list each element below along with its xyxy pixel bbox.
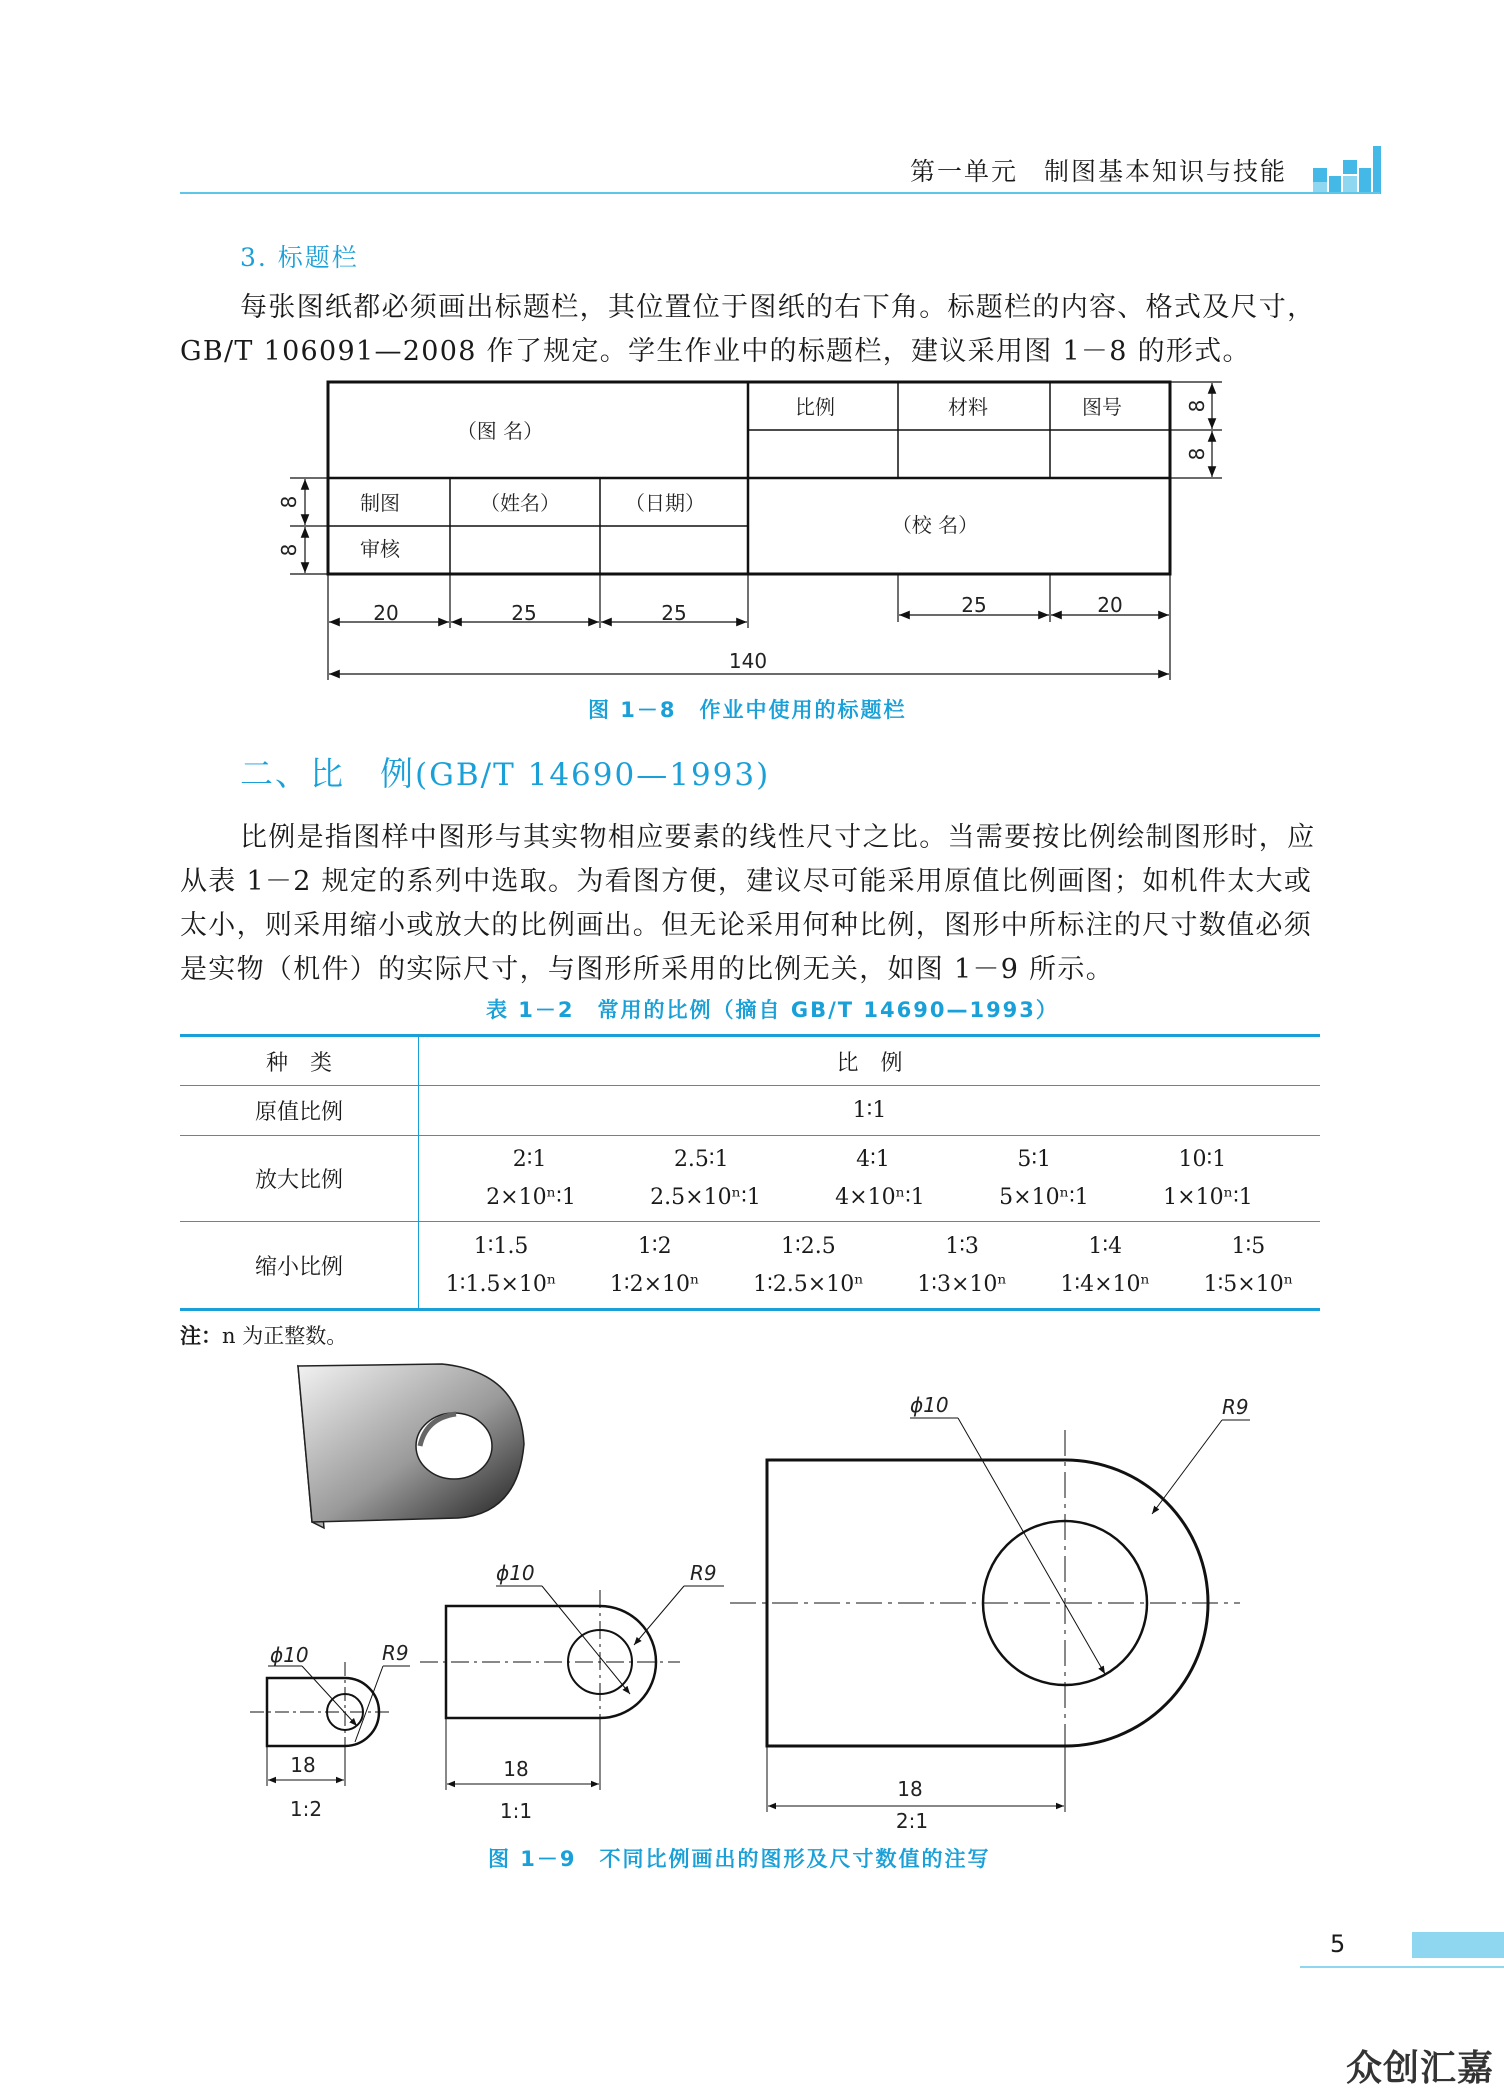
table-1-2-caption: 表 1－2 常用的比例（摘自 GB/T 14690—1993） <box>486 998 1059 1022</box>
drawing-scale-1-1 <box>420 1586 724 1790</box>
scale-1-2-label: 1:2 <box>289 1797 323 1821</box>
r9-small-label: R9 <box>382 1641 409 1665</box>
dim-20-right: 20 <box>1097 593 1123 617</box>
dim-25-date: 25 <box>661 601 687 625</box>
page-number: 5 <box>1330 1930 1346 1958</box>
note-label: 注： <box>180 1324 222 1348</box>
enlarge-ratio: 4∶1 <box>856 1147 890 1172</box>
scale-2-1-label: 2:1 <box>895 1809 929 1830</box>
section-heading-scale <box>240 748 770 795</box>
paragraph-scale: 比例是指图样中图形与其实物相应要素的线性尺寸之比。当需要按比例绘制图形时，应从表 1－2 规定的系列中选取。为看图方便，建议尽可能采用原值比例画图；如机件太大或太小，则采用缩小或放大的比例画出。但无论采用何种比例，图形中所标注的尺寸数值必须是实物（机件）的实际尺寸，与图形所采用的比例无关，如图 1－9 所示。 <box>180 822 1316 985</box>
cell-date: （日期） <box>625 491 705 515</box>
row-original-label: 原值比例 <box>180 1086 419 1136</box>
phi10-small-label: ϕ10 <box>270 1643 309 1667</box>
reduce-ratio-power: 1∶4×10ⁿ <box>1060 1271 1151 1297</box>
len18-large-label: 18 <box>897 1777 923 1801</box>
dim-25-material: 25 <box>961 593 987 617</box>
drawing-scale-2-1 <box>730 1418 1250 1812</box>
len18-mid-label: 18 <box>503 1757 529 1781</box>
header-rule <box>180 192 1380 194</box>
ratio-table <box>180 1034 1320 1311</box>
running-header <box>910 152 1287 188</box>
reduce-ratio: 1∶1.5 <box>473 1233 529 1259</box>
section-heading-title-block: 3. 标题栏 <box>240 243 359 272</box>
scale-1-1-label: 1:1 <box>499 1799 533 1823</box>
enlarge-ratio-power: 2.5×10ⁿ∶1 <box>650 1185 761 1210</box>
cell-school: （校 名） <box>891 513 979 537</box>
figure-1-9-caption: 图 1－9 不同比例画出的图形及尺寸数值的注写 <box>488 1847 991 1871</box>
figure-scale-comparison <box>250 1350 1260 1830</box>
reduce-ratio-power: 1∶5×10ⁿ <box>1203 1271 1294 1297</box>
r9-mid-label: R9 <box>690 1561 717 1585</box>
r9-large-label: R9 <box>1222 1395 1249 1419</box>
cell-material: 材料 <box>948 395 988 419</box>
dim-8-row1: 8 <box>1185 399 1209 413</box>
table-note <box>180 1320 347 1350</box>
figure-title-block <box>270 378 1230 688</box>
section-heading-standard: (GB/T 14690—1993) <box>415 757 771 793</box>
reduce-ratio-power: 1∶3×10ⁿ <box>917 1271 1007 1297</box>
header-title: 制图基本知识与技能 <box>1044 157 1288 186</box>
row-enlarge-label: 放大比例 <box>180 1136 419 1222</box>
watermark: 众创汇嘉 <box>1346 2048 1495 2089</box>
cell-drawing-name: （图 名） <box>456 419 544 443</box>
len18-small-label: 18 <box>290 1753 316 1777</box>
col-kind-header: 种 类 <box>180 1036 419 1086</box>
enlarge-ratio-power: 4×10ⁿ∶1 <box>835 1185 925 1210</box>
reduce-ratio-power: 1∶1.5×10ⁿ <box>445 1271 557 1297</box>
row-enlarge-values <box>419 1136 1321 1222</box>
enlarge-ratio: 10∶1 <box>1178 1147 1227 1172</box>
dim-140-total: 140 <box>728 649 768 673</box>
cell-scale: 比例 <box>795 395 835 419</box>
enlarge-ratio-power: 5×10ⁿ∶1 <box>999 1185 1089 1210</box>
enlarge-ratio: 2∶1 <box>512 1147 547 1172</box>
row-original-value: 1∶1 <box>419 1086 1321 1136</box>
dim-8-row4: 8 <box>277 543 301 557</box>
drawing-scale-1-2 <box>250 1662 410 1786</box>
reduce-ratio: 1∶5 <box>1231 1233 1266 1259</box>
cell-drawing-number: 图号 <box>1082 395 1122 419</box>
enlarge-ratio-power: 2×10ⁿ∶1 <box>486 1185 576 1210</box>
reduce-ratio: 1∶4 <box>1088 1233 1123 1259</box>
reduce-ratio-power: 1∶2.5×10ⁿ <box>753 1271 864 1297</box>
phi10-mid-label: ϕ10 <box>496 1561 535 1585</box>
row-reduce-values <box>419 1222 1321 1310</box>
cell-checked: 审核 <box>360 537 400 561</box>
dim-25-name: 25 <box>511 601 537 625</box>
footer-rule <box>1300 1966 1504 1968</box>
reduce-ratio: 1∶2.5 <box>781 1233 836 1259</box>
enlarge-ratio: 5∶1 <box>1017 1147 1052 1172</box>
row-reduce-label: 缩小比例 <box>180 1222 419 1310</box>
dim-20-left: 20 <box>373 601 399 625</box>
enlarge-ratio-power: 1×10ⁿ∶1 <box>1163 1185 1253 1210</box>
paragraph-title-block: 每张图纸都必须画出标题栏，其位置位于图纸的右下角。标题栏的内容、格式及尺寸，GB/T 106091—2008 作了规定。学生作业中的标题栏，建议采用图 1－8 的形式。 <box>180 292 1316 367</box>
phi10-large-label: ϕ10 <box>910 1393 949 1417</box>
page-number-bar <box>1412 1932 1504 1958</box>
dim-8-row2: 8 <box>1185 447 1209 461</box>
figure-1-8-caption: 图 1－8 作业中使用的标题栏 <box>588 698 907 722</box>
header-unit: 第一单元 <box>910 157 1019 186</box>
col-ratio-header: 比 例 <box>419 1036 1321 1086</box>
section-heading-text: 二、比 例 <box>240 754 415 793</box>
reduce-ratio: 1∶3 <box>945 1233 979 1259</box>
enlarge-ratio: 2.5∶1 <box>673 1147 729 1172</box>
dim-8-row3: 8 <box>277 495 301 509</box>
reduce-ratio: 1∶2 <box>637 1233 672 1259</box>
reduce-ratio-power: 1∶2×10ⁿ <box>609 1271 700 1297</box>
cell-drawn: 制图 <box>360 491 400 515</box>
note-text: n 为正整数。 <box>222 1324 348 1348</box>
part-3d-view <box>298 1364 524 1528</box>
cell-name: （姓名） <box>480 491 560 515</box>
